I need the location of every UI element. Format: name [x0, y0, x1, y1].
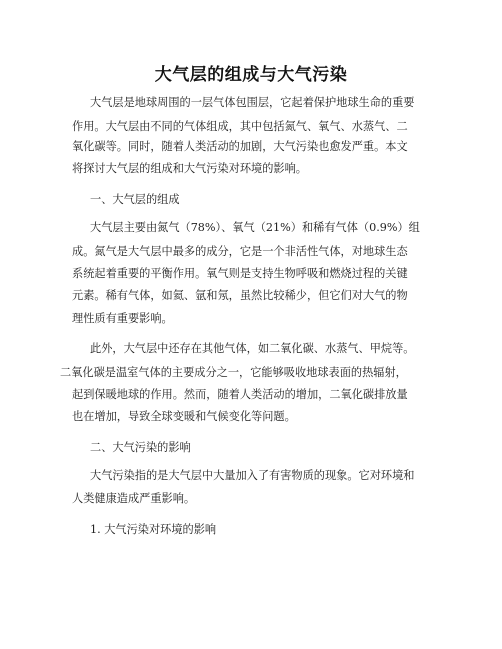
paragraph-1-line-3: 氧化碳等。同时，随着人类活动的加剧，大气污染也愈发严重。本文: [72, 140, 408, 153]
paragraph-1-line-4: 将探讨大气层的组成和大气污染对环境的影响。: [72, 162, 307, 175]
paragraph-4-line-2: 人类健康造成严重影响。: [72, 492, 196, 505]
section-heading-2: 二、大气污染的影响: [90, 441, 191, 454]
document-title: 大气层的组成与大气污染: [154, 65, 348, 85]
section-heading-1: 一、大气层的组成: [90, 193, 180, 206]
subsection-heading-1: 1. 大气污染对环境的影响: [90, 523, 217, 536]
paragraph-3-line-4: 也在增加，导致全球变暖和气候变化等问题。: [72, 410, 296, 423]
paragraph-2-line-4: 元素。稀有气体，如氦、氩和氖，虽然比较稀少，但它们对大气的物: [72, 289, 408, 302]
paragraph-2-line-1: 大气层主要由氮气（78%）、氧气（21%）和稀有气体（0.9%）组: [90, 221, 420, 234]
paragraph-1-line-1: 大气层是地球周围的一层气体包围层，它起着保护地球生命的重要: [90, 96, 415, 109]
paragraph-1-line-2: 作用。大气层由不同的气体组成，其中包括氮气、氧气、水蒸气、二: [72, 120, 408, 133]
paragraph-4-line-1: 大气污染指的是大气层中大量加入了有害物质的现象。它对环境和: [90, 469, 415, 482]
paragraph-2-line-2: 成。氮气是大气层中最多的成分，它是一个非活性气体，对地球生态: [72, 245, 408, 258]
paragraph-2-line-5: 理性质有重要影响。: [72, 312, 173, 325]
paragraph-3-line-2: 二氧化碳是温室气体的主要成分之一，它能够吸收地球表面的热辐射，: [60, 366, 407, 379]
paragraph-2-line-3: 系统起着重要的平衡作用。氧气则是支持生物呼吸和燃烧过程的关键: [72, 267, 408, 280]
paragraph-3-line-1: 此外，大气层中还存在其他气体，如二氧化碳、水蒸气、甲烷等。: [90, 342, 415, 355]
paragraph-3-line-3: 起到保暖地球的作用。然而，随着人类活动的增加，二氧化碳排放量: [72, 388, 408, 401]
